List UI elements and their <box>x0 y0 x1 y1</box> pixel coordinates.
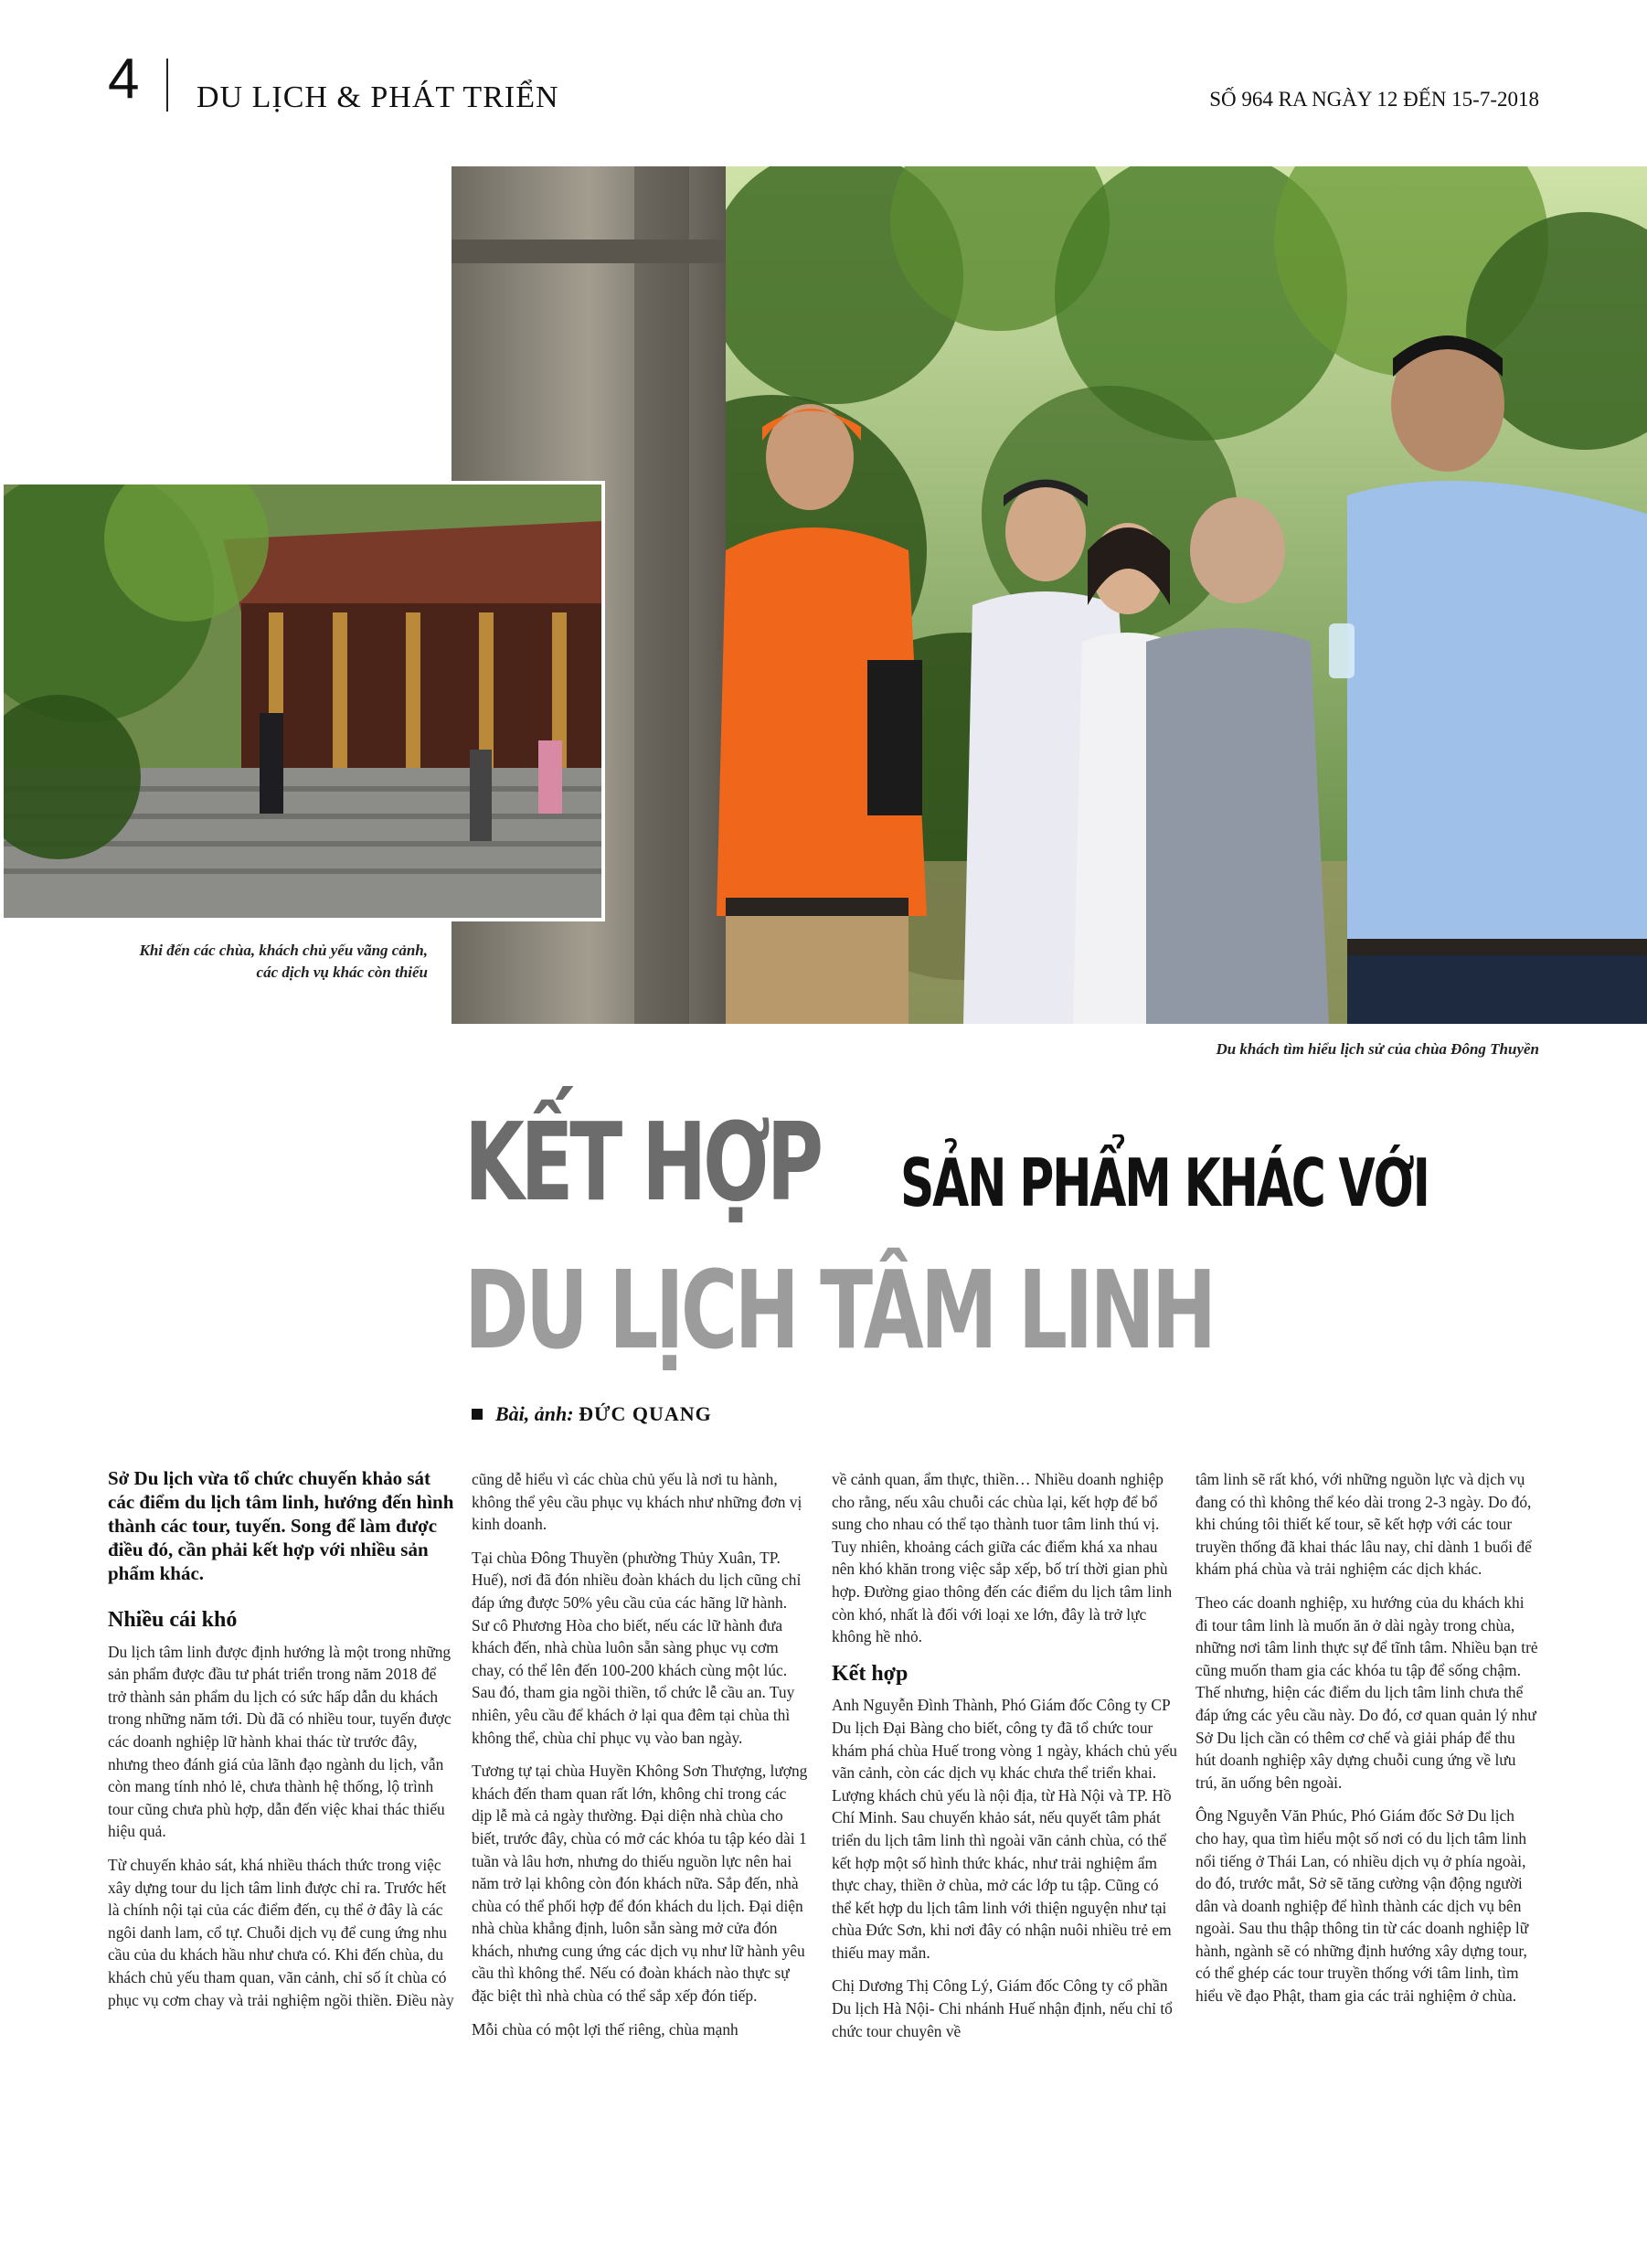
byline-label: Bài, ảnh: <box>495 1402 574 1425</box>
paragraph: Du lịch tâm linh được định hướng là một trong những sản phẩm được đầu tư phát triển trong năm 2018 để trở thành sản phẩm du lịch có sức hấp dẫn du khách trong những năm tới. Dù đã có nhiều tour, tuyến được các doanh nghiệp lữ hành khai thác từ trước đây, nhưng theo đánh giá của lãnh đạo ngành du lịch, vẫn còn mang tính nhỏ lẻ, chưa thành hệ thống, lộ trình tour cũng chưa phù hợp, dẫn đến việc khai thác thiếu hiệu quả. <box>108 1642 452 1841</box>
paragraph: tâm linh sẽ rất khó, với những nguồn lực và dịch vụ đang có thì không thể kéo dài trong 2-3 ngày. Do đó, khi chúng tôi thiết kế tour, sẽ kết hợp với các tour truyền thống đã khai thác lâu nay, chỉ dành 1 buổi để khám phá chùa và trải nghiệm các dịch khác. <box>1195 1470 1532 1579</box>
inset-caption-line1: Khi đến các chùa, khách chủ yếu vãng cảnh, <box>139 942 428 959</box>
paragraph: về cảnh quan, ẩm thực, thiền… Nhiều doanh nghiệp cho rằng, nếu xâu chuỗi các chùa lại, kết hợp để bổ sung cho nhau có thể tạo thành tuor tâm linh thú vị. Tuy nhiên, khoảng cách giữa các điểm khá xa nhau nên khó khăn trong việc sắp xếp, bố trí thời gian phù hợp. Đường giao thông đến các điểm du lịch tâm linh còn khó, nhất là đối với loại xe lớn, đây là trở lực không hề nhỏ. <box>832 1470 1173 1646</box>
headline-part1: KẾT HỢP <box>464 1099 820 1225</box>
article-column-1 <box>108 1466 455 2022</box>
headline-part3: DU LỊCH TÂM LINH <box>464 1247 1214 1373</box>
main-photo <box>452 166 1647 1024</box>
paragraph: Tại chùa Đông Thuyền (phường Thủy Xuân, TP. Huế), nơi đã đón nhiều đoàn khách du lịch cũng chỉ đáp ứng được 50% yêu cầu của các hãng lữ hành. Sư cô Phương Hòa cho biết, nếu các lữ hành đưa khách đến, nhà chùa luôn sẵn sàng phục vụ cơm chay, có thể lên đến 100-200 khách cùng một lúc. Sau đó, tham gia ngồi thiền, tổ chức lễ cầu an. Tuy nhiên, yêu cầu để khách ở lại qua đêm tại chùa thì không thể, chùa chỉ phục vụ vào ban ngày. <box>472 1548 802 1747</box>
main-photo-caption: Du khách tìm hiểu lịch sử của chùa Đông Thuyền <box>1216 1040 1539 1058</box>
paragraph: Theo các doanh nghiệp, xu hướng của du khách khi đi tour tâm linh là muốn ăn ở dài ngày trong chùa, những nơi tâm linh thực sự để tĩnh tâm. Nhiều bạn trẻ cũng muốn tham gia các khóa tu tập để sống chậm. Thế nhưng, hiện các điểm du lịch tâm linh chưa thể đáp ứng các yêu cầu này. Do đó, cơ quan quản lý như Sở Du lịch cần có thêm cơ chế và giải pháp để thu hút doanh nghiệp xây dựng chuỗi cung ứng về lưu trú, ăn uống bên ngoài. <box>1195 1592 1538 1792</box>
paragraph: Từ chuyến khảo sát, khá nhiều thách thức trong việc xây dựng tour du lịch tâm linh được chỉ ra. Trước hết là chính nội tại của các điểm đến, cụ thể ở đây là các ngôi danh lam, cổ tự. Chuỗi dịch vụ để cung ứng nhu cầu của du khách hầu như chưa có. Khi đến chùa, du khách chủ yếu tham quan, vãn cảnh, chỉ số ít chùa có phục vụ cơm chay và trải nghiệm ngồi thiền. Điều này <box>108 1855 454 2009</box>
headline-part2: SẢN PHẨM KHÁC VỚI <box>900 1145 1429 1221</box>
paragraph: Ông Nguyễn Văn Phúc, Phó Giám đốc Sở Du lịch cho hay, qua tìm hiểu một số nơi có du lịch tâm linh nổi tiếng ở Thái Lan, có nhiều dịch vụ ở phía ngoài, do đó, trước mắt, Sở sẽ tăng cường vận động người dân và doanh nghiệp để hình thành các dịch vụ bên ngoài. Sau thu thập thông tin từ các doanh nghiệp lữ hành, ngành sẽ có những định hướng xây dựng tour, có thể ghép các tour truyền thống với tâm linh, tìm hiểu về đạo Phật, tham gia các trải nghiệm ở chùa. <box>1195 1806 1529 2006</box>
subheading-ket-hop: Kết hợp <box>832 1661 909 1686</box>
issue-info: SỐ 964 RA NGÀY 12 ĐẾN 15-7-2018 <box>1209 88 1539 111</box>
page-number: 4 <box>108 48 140 111</box>
subheading-nhieu-cai-kho: Nhiều cái khó <box>108 1608 238 1632</box>
article-column-4 <box>1195 1468 1539 2018</box>
paragraph: Chị Dương Thị Công Lý, Giám đốc Công ty cổ phần Du lịch Hà Nội- Chi nhánh Huế nhận định, nếu chỉ tổ chức tour chuyên về <box>832 1976 1173 2040</box>
paragraph: Mỗi chùa có một lợi thế riêng, chùa mạnh <box>472 2019 738 2039</box>
article-lead: Sở Du lịch vừa tổ chức chuyến khảo sát các điểm du lịch tâm linh, hướng đến hình thành các tour, tuyến. Song để làm được điều đó, cần phải kết hợp với nhiều sản phẩm khác. <box>108 1467 454 1584</box>
masthead-divider <box>166 59 168 112</box>
inset-caption-line2: các dịch vụ khác còn thiếu <box>256 964 428 981</box>
article-column-3 <box>832 1468 1177 2053</box>
inset-photo-caption <box>91 940 428 984</box>
byline-author: ĐỨC QUANG <box>579 1402 712 1425</box>
article-column-2 <box>472 1468 808 2051</box>
section-title: DU LỊCH & PHÁT TRIỂN <box>197 80 559 114</box>
paragraph: Anh Nguyễn Đình Thành, Phó Giám đốc Công ty CP Du lịch Đại Bàng cho biết, công ty đã tổ chức tour khám phá chùa Huế trong vòng 1 ngày, khách chủ yếu vãn cảnh, còn các dịch vụ khác chưa thể triển khai. Lượng khách chủ yếu là nội địa, từ Hà Nội và TP. Hồ Chí Minh. Sau chuyến khảo sát, nếu quyết tâm phát triển du lịch tâm linh thì ngoài vãn cảnh chùa, có thể kết hợp một số hình thức khác, như trải nghiệm ẩm thực chay, thiền ở chùa, mở các lớp tu tập. Cũng có thể kết hợp du lịch tâm linh với thiện nguyện như tại chùa Đức Sơn, khi nơi đây có nhận nuôi nhiều trẻ em thiếu may mắn. <box>832 1696 1177 1962</box>
byline <box>472 1402 712 1426</box>
byline-square-icon <box>472 1409 483 1420</box>
inset-photo <box>0 481 605 921</box>
paragraph: cũng dễ hiểu vì các chùa chủ yếu là nơi tu hành, không thể yêu cầu phục vụ khách như những đơn vị kinh doanh. <box>472 1470 802 1534</box>
paragraph: Tương tự tại chùa Huyền Không Sơn Thượng, lượng khách đến tham quan rất lớn, không chỉ trong các dịp lễ mà cả ngày thường. Đại diện nhà chùa cho biết, trước đây, chùa có mở các khóa tu tập kéo dài 1 tuần và lâu hơn, nhưng do thiếu nguồn lực nên hai năm trở lại không còn đón khách nữa. Sắp đến, nhà chùa có thể phối hợp để đón khách du lịch. Đại diện nhà chùa khẳng định, luôn sẵn sàng mở cửa đón khách, nhưng cung ứng các dịch vụ như lữ hành yêu cầu thì không thể. Nếu có đoàn khách nào thực sự đặc biệt thì nhà chùa có thể sắp xếp đón tiếp. <box>472 1762 808 2006</box>
